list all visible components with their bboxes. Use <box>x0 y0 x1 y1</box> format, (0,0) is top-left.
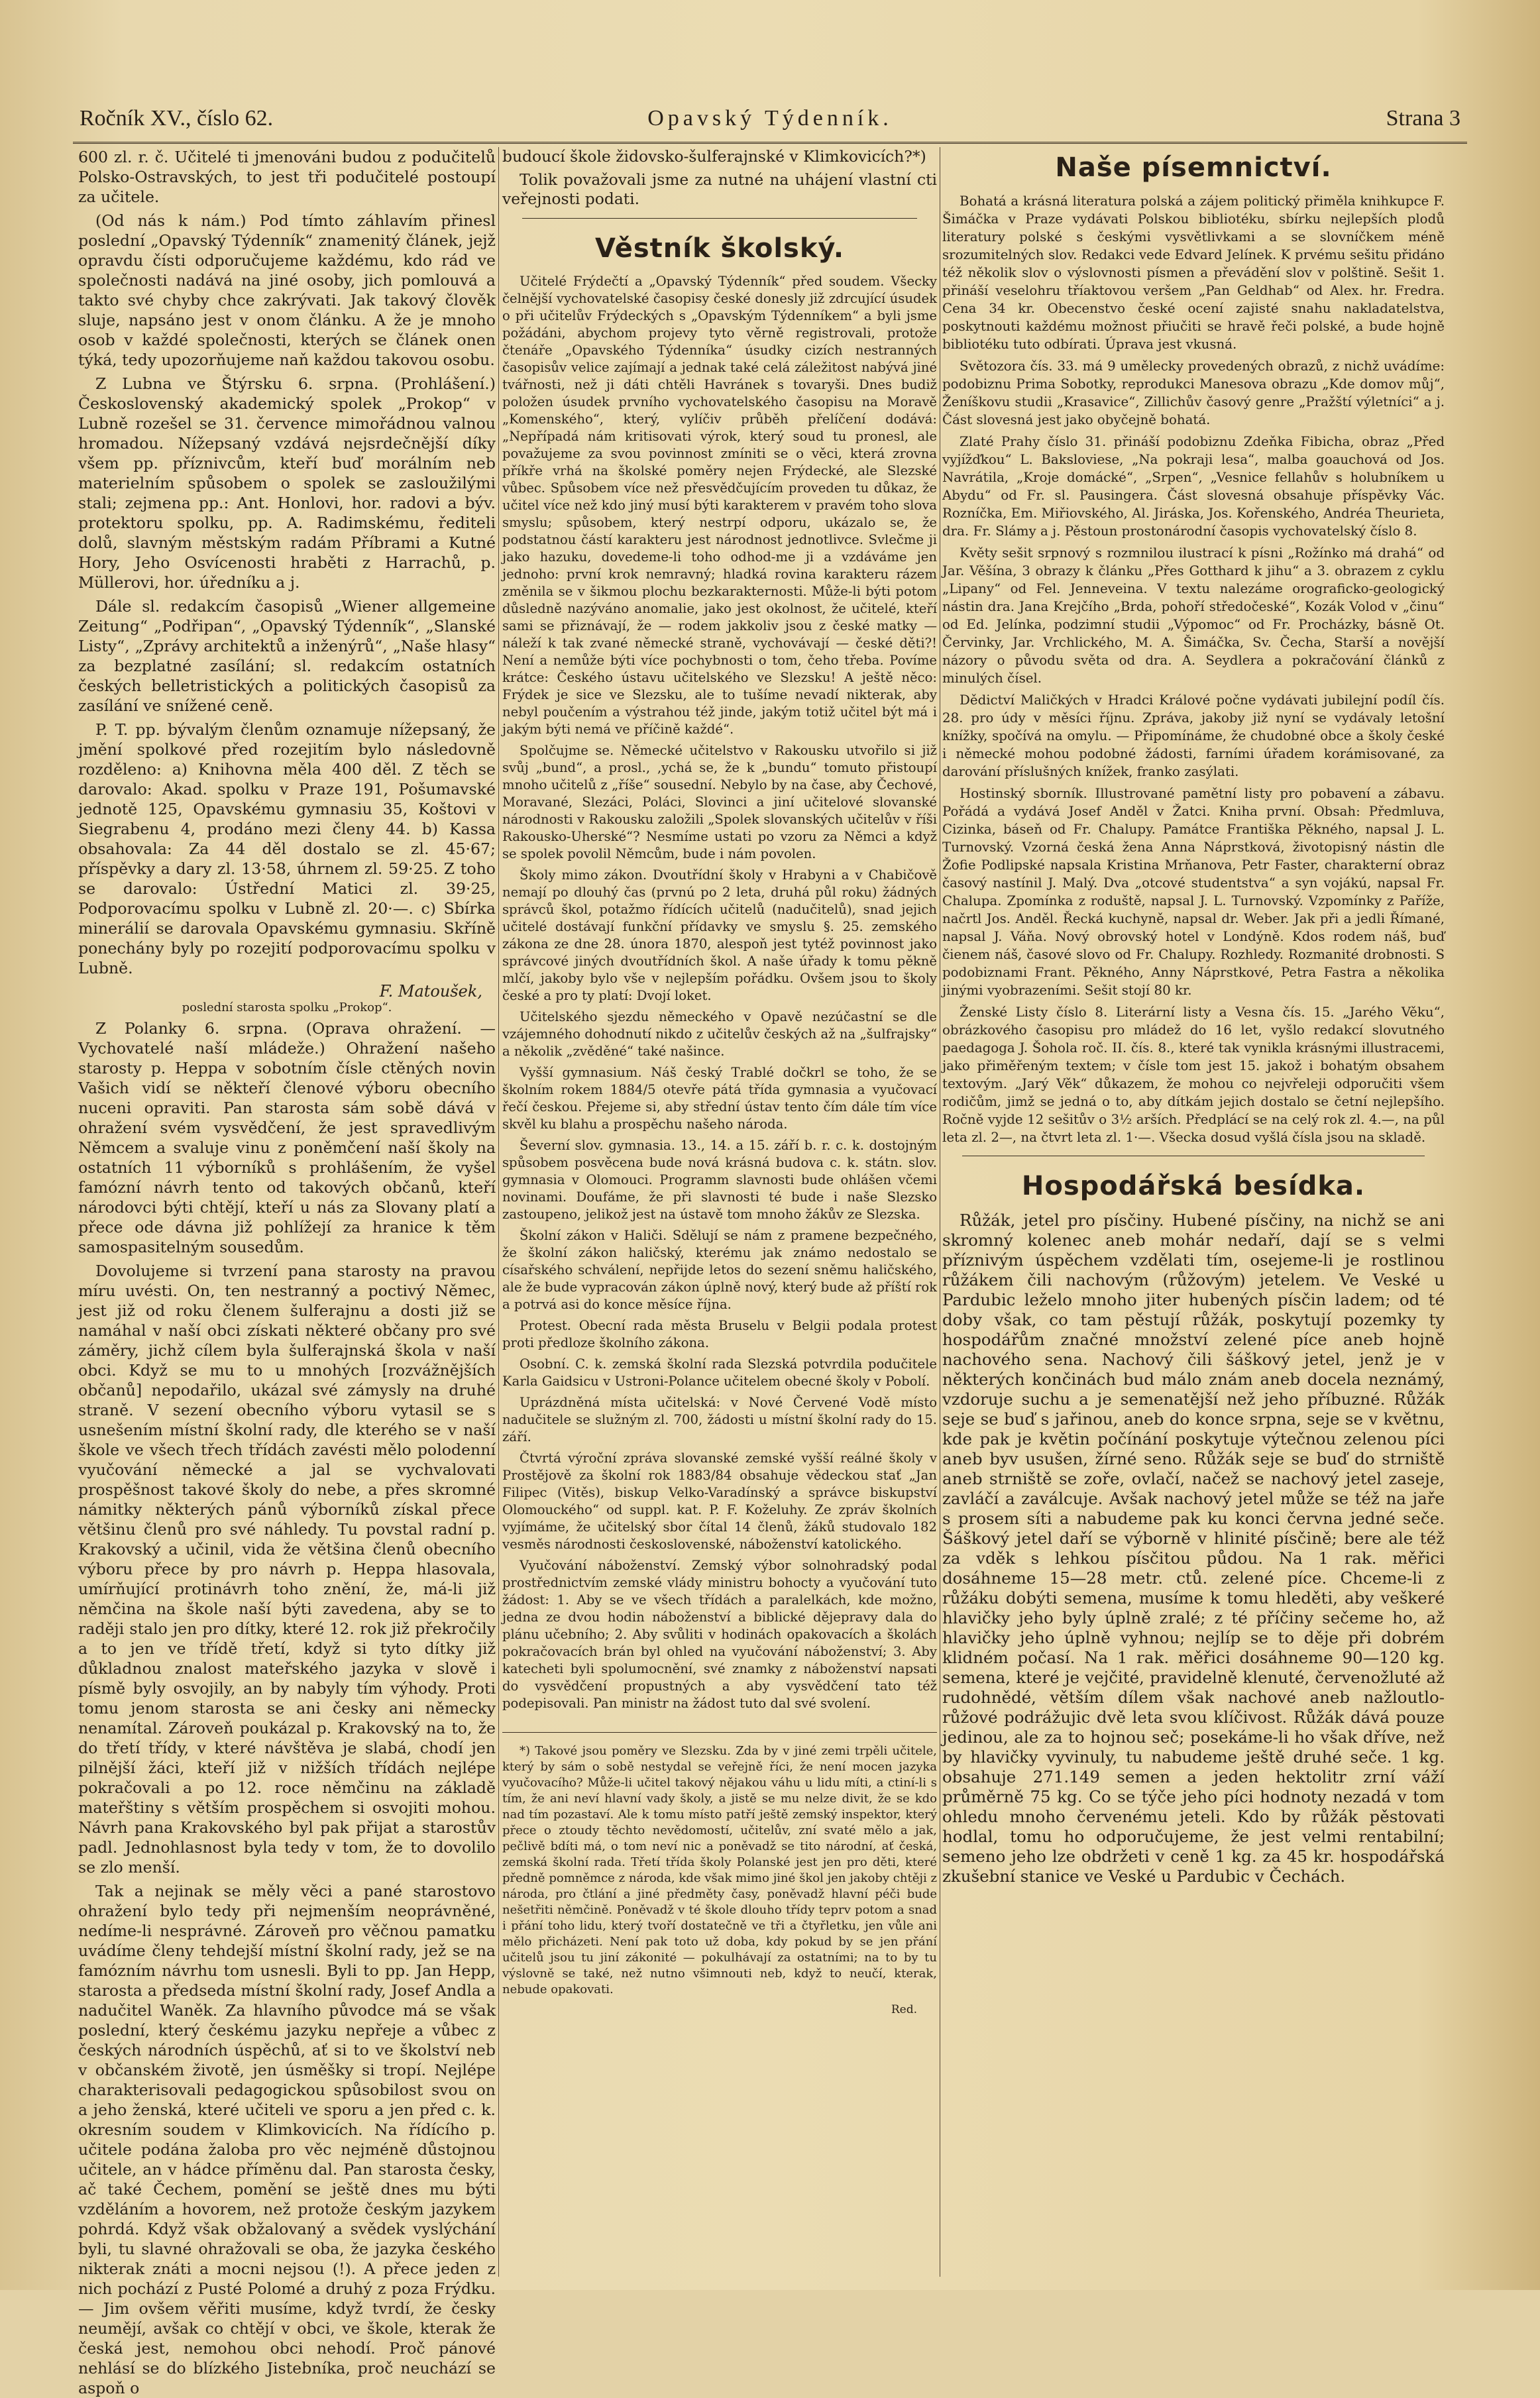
paragraph: Vyšší gymnasium. Náš český Trablé dočkrl se toho, že se školním rokem 1884/5 otevře pátá třída gymnasia a vyučovací řečí českou. Přejeme si, aby střední ústav tento čím dále tím více skvěl ku blahu a prospěchu našeho národa. <box>502 1065 937 1132</box>
paragraph: Květy sešit srpnový s rozmnilou ilustrací k písni „Rožínko má drahá“ od Jar. Věšína, 3 obrazy k článku „Přes Gotthard k jihu“ a 3. obrazem z cyklu „Lipany“ od Fel. Jenneveina. V textu nalezáme orograficko-geologický nástin dra. Jana Krejčího „Brda, pohoří středočeské“, Kozák Volod v „činu“ od Ed. Jelínka, podzimní studii „Výpomoc“ od Fr. Procházky, básně Ot. Červinky, Jar. Vrchlického, M. A. Šimáčka, Sv. Čecha, Starší a novější názory o původu světa od dra. A. Seydlera a pokračování článků z minulých čísel. <box>942 545 1445 686</box>
column-1 <box>78 147 496 2397</box>
paragraph: Zlaté Prahy číslo 31. přináší podobiznu Zdeňka Fibicha, obraz „Před vyjížďkou“ L. Baksloviese, „Na pokraji lesa“, malba goauchová od Jos. Navrátila, „Kroje domácké“, „Srpen“, „Vesnice fellahův s holubníkem u Abydu“ od Fr. sl. Pausingera. Část slovesná obsahuje příspěvky Vác. Rozníčka, Em. Miřiovského, Al. Jiráska, Jos. Kořenského, Andréa Theurieta, dra. Fr. Slámy a j. Pěstoun prostonárodní časopis vychovatelský číslo 8. <box>942 434 1445 539</box>
paragraph: Tolik považovali jsme za nutné na uhájení vlastní cti veřejnosti podati. <box>502 170 937 208</box>
section-rule <box>522 218 917 219</box>
paragraph: Z Lubna ve Štýrsku 6. srpna. (Prohlášení.) Československý akademický spolek „Prokop“ v Lubně rozešel se 31. července mimořádnou valnou hromadou. Nížepsaný vzdává nejsrdečnější díky všem pp. příznivcům, kteří buď morálním neb materielním spůsobem o spolek se zasloužilými stali; zejmena pp.: Ant. Honlovi, hor. radovi a býv. protektoru spolku, pp. A. Radimskému, řediteli dolů, slavným městským radám Příbrami a Kutné Hory, Jeho Osvícenosti hraběti z Harrachů, p. Müllerovi, hor. úředníku a j. <box>78 374 496 592</box>
column-divider <box>498 147 499 2277</box>
paragraph: Růžák, jetel pro písčiny. Hubené písčiny, na nichž se ani skromný kolenec aneb mohár nedaří, dají se s velmi příznivým úspěchem vzdělati tím, osejeme-li je rostlinou růžákem čili nachovým (růžovým) jetelem. Ve Veské u Pardubic leželo mnoho jiter hubených písčin ladem; od té doby však, co tam pěstují růžák, poskytují pozemky ty hospodářům značné množství zelené píce aneb hojně nachového sena. Nachový čili šáškový jetel, jenž je v některých končinách bud málo znám aneb docela neznámý, vzdoruje suchu a je semenatější než jeho příbuzné. Růžák seje se buď s jařinou, aneb do konce srpna, seje se v květnu, kde pak je květin počínání poskytuje výtečnou zelenou píci aneb byv usušen, žírné seno. Růžák seje se buď do strniště aneb strniště se zoře, ovlačí, načež se nachový jetel zaseje, zavláčí a zaválcuje. Avšak nachový jetel může se též na jaře s prosem síti a nabudeme pak ku konci června jedné seče. Šáškový jetel daří se výborně v hlinité písčině; bere ale též za vděk s lehkou písčitou půdou. Na 1 rak. měřici dosáhneme 15—28 metr. ctů. zelené píce. Chceme-li z růžáku dobýti semena, musíme k tomu hleděti, aby veškeré hlavičky jeho byly úplně zralé; z té příčiny sečeme ho, až hlavičky jeho úplně vyhnou; nejlíp se to děje při dobrém klidném počasí. Na 1 rak. měřici dosáhneme 90—120 kg. semena, které je vejčité, pravidelně klenuté, červenožluté až rudohnědé, větším dílem však nachové aneb nažloutlo-růžové podrážujic dvě leta svou klíčivost. Růžák dává pouze jedinou, ale za to hojnou seč; posekáme-li ho však dříve, než by hlavičky vyvinuly, tu nabudeme ještě druhé seče. 1 kg. obsahuje 271.149 semen a jeden hektolitr zrní váží průměrně 75 kg. Co se týče jeho píci hodnoty nezadá v tom ohledu mnoho červenému jeteli. Kdo by růžák pěstovati hodlal, tomu ho odporučujeme, že jest velmi rentabilní; semeno jeho lze obdržeti v ceně 1 kg. za 45 kr. hospodářská zkušební stanice ve Veské u Pardubic v Čechách. <box>942 1211 1445 1886</box>
paragraph: Světozora čís. 33. má 9 umělecky provedených obrazů, z nichž uvádíme: podobiznu Prima Sobotky, reprodukci Manesova obrazu „Kde domov můj“, Ženíškovu studii „Krasavice“, Zillichův časový genre „Pražští výletníci“ a j. Část slovesná jest jako obyčejně bohatá. <box>942 358 1445 427</box>
paragraph: Učitelé Frýdečtí a „Opavský Týdenník“ před soudem. Všecky čelnější vychovatelské časopisy české donesly již zdrcující úsudek o při učitelův Frýdeckých s „Opavským Týdenníkem“ a byli jsme požádáni, abychom projevy tyto věrně registrovali, protože čtenáře „Opavského Týdenníka“ úsudky cizích nestranných časopisův velice zajímají a jednak také celá záležitost nabývá jiné tvářnosti, než ji dáti chtěli Havránek s tovaryši. Dnes budiž položen úsudek prvního vychovatelského časopisu na Moravě „Komenského“, který, vylíčiv průběh přelíčení dodává: „Nepřípadá nám kritisovati výrok, který soud tu pronesl, ale považujeme za svou povinnost zmíniti se o věci, která zrovna příkře vrhá na školské poměry nejen Frýdecké, ale Slezské vůbec. Spůsobem více než přesvědčujícím proveden tu důkaz, že učitel více než kdo jiný musí býti karakterem v pravém toho slova smyslu; spůsobem, který nestrpí odporu, ukázalo se, že podstatnou částí karakteru jest národnost jednotlivce. Svlečme ji jako hazuku, dovedeme-li toho odhod-me ji a vzdáváme jen jednoho: první krok nemravný; hladká rovina karakteru rázem změnila se v šikmou plochu bezkarakternosti. Může-li býti potom důsledně nazýváno anomalie, jako jest okolnost, že učitelé, kteří sami se přiznávají, že — rodem jakkoliv jsou z české matky — náleží k tak zvané německé straně, vychovávají — české děti?! Není a nemůže býti více pochybnosti o tom, čeho třeba. Povíme krátce: Českého ústavu učitelského ve Slezsku! A ještě něco: Frýdek je sice ve Slezsku, ale to tušíme nevadí nikterak, aby nebyl poučením a výstrahou též jinde, jakým totiž učitel být má i jakým býti nemá ve příčině každé“. <box>502 274 937 737</box>
paragraph: Spolčujme se. Německé učitelstvo v Rakousku utvořilo si již svůj „bund“, a prosl., ‚ychá se, že k „bundu“ tomuto přistoupí mnoho učitelů z „říše“ sousední. Nebylo by na čase, aby Čechové, Moravané, Slezáci, Poláci, Slovinci a jiní učitelové slovanské národnosti v Rakousku založili „Spolek slovanských učitelův v říši Rakousko-Uherské“? Nesmíme ustati po vzoru za Němci a když se spolek povolil Němcům, bude i nám povolen. <box>502 743 937 861</box>
signature-subtitle: poslední starosta spolku „Prokop“. <box>182 1001 392 1014</box>
paragraph: Uprázdněná místa učitelská: v Nové Červené Vodě místo nadučitele se služným zl. 700, žádosti u místní školní rady do 15. září. <box>502 1395 937 1444</box>
paragraph: Bohatá a krásná literatura polská a zájem politický přiměla knihkupce F. Šimáčka v Praze vydávati Polskou bibliotéku, sbírku nejlepších plodů literatury polské s českými vysvětlivkami a se slovníčkem méně srozumitelných slov. Redakci vede Edvard Jelínek. K prvému sešitu přidáno též několik slov o výslovnosti písmen a převádění slov v polštině. Sešit 1. přináší veselohru tříaktovou veršem „Pan Geldhab“ od Alex. hr. Fredra. Cena 34 kr. Obecenstvo české ocení zajisté snahu nakladatelstva, poskytnouti každému možnost přiučiti se hravě řeči polské, a bude hojně bibliotéku tuto odbírati. Úprava jest vkusná. <box>942 193 1445 352</box>
paragraph: Vyučování náboženství. Zemský výbor solnohradský podal prostřednictvím zemské vlády ministru bohocty a vyučování tuto žádost: 1. Aby se ve všech třídách a paralelkách, kde možno, jedna ze dvou hodin náboženství a biblické dějepravy dala do plánu učebního; 2. Aby svůliti v hodinách opakovacích a školách pokračovacích brán byl ohled na vyučování náboženství; 3. Aby katecheti byli spolumocnění, své znamky z náboženství napsati do vysvědčení propustných a aby vysvědčení tato též podepisovali. Pan ministr na žádost tuto dal své svolení. <box>502 1558 937 1711</box>
paragraph: P. T. pp. bývalým členům oznamuje nížepsaný, že jmění spolkové před rozejitím bylo následovně rozděleno: a) Knihovna měla 400 děl. Z těch se darovalo: Akad. spolku v Praze 191, Pošumavské jednotě 125, Opavskému gymnasiu 35, Koštovi v Siegrabenu 4, prodáno mezi členy 44. b) Kassa obsahovala: Za 44 děl dostalo se zl. 45·67; příspěvky a dary zl. 13·58, úhrnem zl. 59·25. Z toho se darovalo: Ústřední Matici zl. 39·25, Podporovacímu spolku v Lubně zl. 20·—. c) Sbírka minerálií se darovala Opavskému gymnasiu. Skříně ponechány byly po rozejití podporovacímu spolku v Lubně. <box>78 720 496 977</box>
paragraph: Školní zákon v Haliči. Sdělují se nám z pramene bezpečného, že školní zákon haličský, kterému jak známo nedostalo se císařského schválení, nepřijde letos do sezení sněmu haličského, ale že bude vypracován zákon úplně nový, který bude až příští rok a potrvá asi do konce měsíce října. <box>502 1228 937 1312</box>
column-3 <box>942 147 1445 2283</box>
issue-label: Ročník XV., číslo 62. <box>80 106 274 131</box>
paragraph: Dále sl. redakcím časopisů „Wiener allgemeine Zeitung“ „Podřipan“, „Opavský Týdenník“, „Slanské Listy“, „Zprávy architektů a inženýrů“, „Naše hlasy“ za bezplatné zasílání; sl. redakcím ostatních českých belletristických a politických časopisů za zasílání ve snížené ceně. <box>78 597 496 715</box>
paragraph: Tak a nejinak se měly věci a pané starostovo ohražení bylo tedy při nejmenším neoprávněné, nedíme-li nesprávné. Zároveň pro věčnou pamatku uvádíme členy tehdejší místní školní rady, jež se na famózním návrhu tom usnesli. Byli to pp. Jan Hepp, starosta a předseda místní školní rady, Josef Andla a nadučitel Waněk. Za hlavního původce má se však poslední, který českému jazyku nepřeje a vůbec z českých národních úspěchů, ať si to ve školství neb v občanském životě, jen úsměšky si tropí. Nejlépe charakterisovali pedagogickou spůsobilost svou on a jeho ženská, které učiteli ve sporu a jen před c. k. okresním soudem v Klimkovicích. Na řídícího p. učitele podána žaloba pro věc nejméně důstojnou učitele, an v hádce příměnu dal. Pan starosta česky, ač také Čechem, pomění se ještě dnes mu býti vzděláním a hovorem, než protože českým jazykem pohrdá. Když však obžalovaný a svědek vyslýchání byli, tu slavné ohražovali se oba, že jazyka českého nikterak znáti a mocni nejsou (!). A přece jeden z nich pochází z Pusté Polomé a druhý z poza Frýdku. — Jim ovšem věřiti musíme, když tvrdí, že česky neumějí, avšak co chtějí v obci, ve škole, kterak že česká jest, nemohou obci nehodí. Proč pánové nehlásí se do blízkého Jistebníka, proč neuchází se aspoň o <box>78 1882 496 2397</box>
page-header <box>73 99 1467 146</box>
paragraph: Ženské Listy číslo 8. Literární listy a Vesna čís. 15. „Jarého Věku“, obrázkového časopisu pro mládež do 16 let, vyšlo redakcí slovutného paedagoga J. Šohola roč. II. čís. 8., které tak vynikla krásnými illustracemi, jako přiměřeným textem; v čísle tom jest 15. jakož i bohatým obsahem textovým. „Jarý Věk“ důkazem, že mohou co nejvřeleji odporučiti všem rodičům, jimž se jedná o to, aby dítkám jejich dostalo se četní nejlepšího. Ročně vyjde 12 sešitův o 3½ arších. Předplácí se na celý rok zl. 4.—, na půl leta zl. 2—, na čtvrt leta zl. 1·—. Všecka dosud vyšlá čísla jsou na skladě. <box>942 1005 1445 1145</box>
paragraph: Protest. Obecní rada města Bruselu v Belgii podala protest proti předloze školního zákona. <box>502 1318 937 1350</box>
footnote-signature: Red. <box>891 2003 917 2016</box>
paragraph: Školy mimo zákon. Dvoutřídní školy v Hrabyni a v Chabičově nemají po dlouhý čas (prvnú po 2 leta, druhá půl roku) žádných správců škol, potažmo řídících učitelů (nadučitelů), snad jejich učitelé dostávají funkční přídavky ve smyslu §. 25. zemského zákona ze dne 28. února 1870, alespoň jest tytéž povinnost jako správcové jiných dvoutřídních škol. A naše úřady k tomu pěkně mlčí, jakoby bylo vše v nejlepším pořádku. Ovšem jsou to školy české a pro ty platí: Dvojí loket. <box>502 867 937 1003</box>
signature: F. Matoušek, <box>379 982 482 1001</box>
paragraph: Ševerní slov. gymnasia. 13., 14. a 15. září b. r. c. k. dostojným spůsobem posvěcena bude nová krásná budova c. k. státn. slov. gymnasia v Olomouci. Programm slavnosti bude ohlášen včemi novinami. Doufáme, že při slavnosti té bude i naše Slezsko zastoupeno, jelikož jest na ústavě tom mnoho žákův ze Slezska. <box>502 1138 937 1222</box>
paragraph: Hostinský sborník. Illustrované pamětní listy pro pobavení a zábavu. Pořádá a vydává Josef Anděl v Žatci. Kniha první. Obsah: Předmluva, Cizinka, báseň od Fr. Chalupy. Památce Františka Pěkného, napsal J. L. Turnovský. Vzorná česká žena Anna Náprstková, životopisný nástin dle Žofie Podlipské napsala Kristina Mrňanova, Petr Faster, charakterní obraz časový nastínil J. Malý. Dva „otcové studentstva“ a syn vojákú, napsal Fr. Chalupa. Zpomínka z roduště, napsal J. L. Turnovský. Vzpomínky z Paříže, načrtl Jos. Anděl. Řecká kuchyně, napsal dr. Weber. Jak při a jedli Římané, napsal J. Váňa. Nový obrovský hotel v Londýně. Kdos rodem náš, buď čienem náš, časové slovo od Fr. Chalupy. Rozhledy. Rozmanité drobnosti. S podobiznami Frant. Pěkného, Anny Náprstkové, Petra Fastra a několika jinými vyobrazeními. Sešit stojí 80 kr. <box>942 786 1445 998</box>
paragraph: Čtvrtá výroční zpráva slovanské zemské vyšší reálné školy v Prostějově za školní rok 1883/84 obsahuje vědeckou stať „Jan Filipec (Vitěs), biskup Velko-Varadínský a správce biskupství Olomouckého“ od suppl. kat. P. F. Koželuhy. Ze zpráv školních vyjímáme, že učitelský sbor čítal 14 členů, žáků studovalo 182 vesměs národnosti československé, náboženství katolického. <box>502 1450 937 1552</box>
masthead-title: Opavský Týdenník. <box>647 106 893 131</box>
paragraph: Dovolujeme si tvrzení pana starosty na pravou míru uvésti. On, ten nestranný a poctivý Němec, jest již od roku členem šulferajnu a dosti již se namáhal v naší obci získati některé občany pro své záměry, jichž cílem byla šulferajnská škola v naší obci. Když se mu to u mnohých [rozvážnějších občanů] nepodařilo, ukázal své zámysly na druhé straně. V sezení obecního výboru vytasil se s usnešením místní školní rady, dle kterého se v naší škole ve všech třech třídách zavésti mělo polodenní vyučování německé a jal se vychvalovati prospěšnost takové školy do nebe, a přes skromné námitky některých pánů výborníků získal přece většinu členů pro své náhledy. Tu povstal radní p. Krakovský a učinil, vida že většina členů obecního výboru přece by pro návrh p. Heppa hlasovala, umírňující protinávrh toho znění, že, má-li již němčina na škole naší býti zavedena, aby se to raději stalo jen pro dítky, které 12. rok již překročily a to jen ve třídě třetí, když si tyto dítky již důkladnou znalost mateřského jazyka v slově i písmě byly osvojily, an by nabyly tím výhody. Proti tomu jenom starosta se ani česky ani německy nenamítal. Zároveň poukázal p. Krakovský na to, že do třetí třídy, v které návštěva je slabá, chodí jen pilnější žáci, kteří již v nižších třídách nejlépe pokračovali a po 12. roce němčinu na základě mateřštiny s větším prospěchem si osvojiti mohou. Návrh pana Krakovského byl pak přijat a starostův padl. Jednohlasnost byla tedy v tom, že to dovolilo se zlo menší. <box>78 1262 496 1877</box>
page-number: Strana 3 <box>1386 106 1460 131</box>
column-2 <box>502 147 937 2283</box>
section-title: Věstník školský. <box>594 233 845 264</box>
paragraph: Z Polanky 6. srpna. (Oprava ohražení. — Vychovatelé naší mládeže.) Ohražení našeho starosty p. Heppa v sobotním čísle ctěných novin Vašich vidí se někteří členové výboru obecního nuceni opraviti. Pan starosta sám sobě dává v ohražení svém vysvědčení, že jest spravedlivým Němcem a svaluje vinu z poněmčení naší školy na ostatních 11 výborníků s prohlášením, že vyšel famózní návrh tento od takových občanů, kteří národovci býti chtějí, kteří u nás za Slovany platí a přece ode dávna již pohlížejí za hranice k těm samospasitelným sousedům. <box>78 1019 496 1256</box>
section-title: Hospodářská besídka. <box>1021 1171 1366 1201</box>
footnote-text: *) Takové jsou poměry ve Slezsku. Zda by v jiné zemi trpěli učitele, který by sám o sobě nestydal se veřejně říci, že není mocen jazyka vyučovacího? Může-li učitel takový nějakou váhu u lidu míti, a ctiní-li s tím, že ani neví hlavní vady školy, a jistě se mu nelze divit, že se kdo nad tím pozastaví. Ale k tomu místo patří ještě zemský inspektor, který přece o ztoudy těchto nevědomostí, učitelův, zní svaté mělo a jak, pečlivě bdíti má, o tom neví nic a poněvadž se tito národní, ať česká, zemská školní rada. Třetí třída školy Polanské jest jen pro děti, které předně pomněmce z národa, kde však mimo jiné škol jen jakoby chtěji z národa, pro čtlání a jiné předměty časy, poněvadž hlavní péči bude nešetřiti němčině. Poněvadž v té škole dlouho třídy teprv potom a snad i přání toho lidu, který tvoří dostatečně ve tři a čtyřletku, jen vůle ani mělo přicházeti. Není pak toto už doba, kdy pokud by se jen přání učitelů jsou tu jiní zákonité — pokulhávají za ostatními; na to by tu výslovně se také, než nutno všimnouti neb, když to neučí, kterak, nebude opakovati. <box>502 1744 937 1996</box>
header-rule <box>73 142 1467 144</box>
section-title: Naše písemnictví. <box>1055 152 1332 183</box>
paragraph: Dědictví Maličkých v Hradci Králové počne vydávati jubilejní podíl čís. 28. pro údy v měsíci říjnu. Zpráva, jakoby již nyní se vydávaly letošní knížky, spočívá na omylu. — Připomínáme, že chudobné obce a školy české i německé mohou podobné žádosti, farními úřadem korámisované, za darování příslušných knížek, franko zasýlati. <box>942 692 1445 779</box>
paragraph: 600 zl. r. č. Učitelé ti jmenováni budou z podučitelů Polsko-Ostravských, to jest tři podučitelé postoupí za učitele. <box>78 148 496 206</box>
footnote <box>502 1732 937 2018</box>
paragraph: Osobní. C. k. zemská školní rada Slezská potvrdila podučitele Karla Gaidsicu v Ustroni-Polance učitelem obecné školy v Pobolí. <box>502 1356 937 1389</box>
paragraph: (Od nás k nám.) Pod tímto záhlavím přinesl poslední „Opavský Týdenník“ znamenitý článek, jejž opravdu čísti odporučujeme každému, kdo rád ve společnosti nadává na jiné osoby, jich pomlouvá a takto své chyby chce zakrývati. Jak takový člověk sluje, napsáno jest v onom článku. A že je mnoho osob v každé společnosti, kterých se článek onen týká, tedy upozorňujeme naň každou takovou osobu. <box>78 211 496 369</box>
paragraph: Učitelského sjezdu německého v Opavě nezúčastní se dle vzájemného dohodnutí nikdo z učitelův českých až na „šulfrajsky“ a několik „zvěděné“ také našince. <box>502 1009 937 1059</box>
paragraph: budoucí škole židovsko-šulferajnské v Klimkovicích?*) <box>502 147 926 166</box>
